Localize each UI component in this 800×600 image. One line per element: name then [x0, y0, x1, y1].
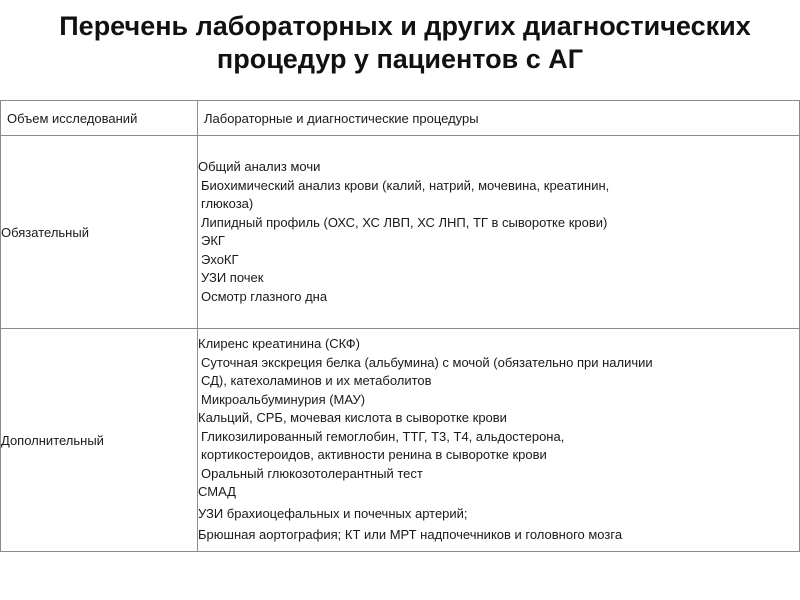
- procedure-item: Биохимический анализ крови (калий, натрий, мочевина, креатинин,: [201, 177, 610, 193]
- procedure-item: Гликозилированный гемоглобин, ТТГ, Т3, Т4, альдостерона,: [201, 428, 565, 444]
- procedures-cell: [198, 136, 800, 329]
- column-header-procedures: Лабораторные и диагностические процедуры: [198, 101, 800, 136]
- procedure-item: УЗИ брахиоцефальных и почечных артерий;: [198, 505, 468, 521]
- table-row: [1, 136, 800, 329]
- page-title: [0, 10, 800, 76]
- procedure-item: Клиренс креатинина (СКФ): [198, 336, 360, 352]
- procedure-item: Оральный глюкозотолерантный тест: [201, 465, 423, 481]
- procedure-item: Суточная экскреция белка (альбумина) с мочой (обязательно при наличии: [201, 354, 653, 370]
- procedure-item: Липидный профиль (ОХС, ХС ЛВП, ХС ЛНП, ТГ в сыворотке крови): [201, 214, 608, 230]
- procedure-item: Кальций, СРБ, мочевая кислота в сыворотке крови: [198, 410, 507, 426]
- table-row: [1, 329, 800, 552]
- procedure-item: ЭхоКГ: [201, 251, 239, 267]
- volume-cell: Дополнительный: [1, 329, 198, 552]
- procedure-item: глюкоза): [201, 196, 254, 211]
- procedure-item: УЗИ почек: [201, 270, 264, 285]
- procedure-item: СМАД: [198, 484, 236, 500]
- procedure-item: СД), катехоламинов и их метаболитов: [201, 373, 432, 389]
- procedures-table: [0, 100, 800, 552]
- procedure-item: Брюшная аортография; КТ или МРТ надпочечников и головного мозга: [198, 527, 623, 543]
- procedure-item: Микроальбуминурия (МАУ): [201, 391, 366, 407]
- procedures-cell: [198, 329, 800, 552]
- procedure-item: Общий анализ мочи: [198, 159, 321, 174]
- procedure-item: ЭКГ: [201, 233, 225, 248]
- column-header-volume: Объем исследований: [1, 101, 198, 136]
- table-header-row: [1, 101, 800, 136]
- procedure-item: Осмотр глазного дна: [201, 288, 328, 304]
- volume-cell: Обязательный: [1, 136, 198, 329]
- page-title-line-2: процедур у пациентов с АГ: [216, 44, 584, 74]
- procedure-item: кортикостероидов, активности ренина в сыворотке крови: [201, 447, 547, 463]
- page-title-line-1: Перечень лабораторных и других диагностических: [59, 11, 751, 41]
